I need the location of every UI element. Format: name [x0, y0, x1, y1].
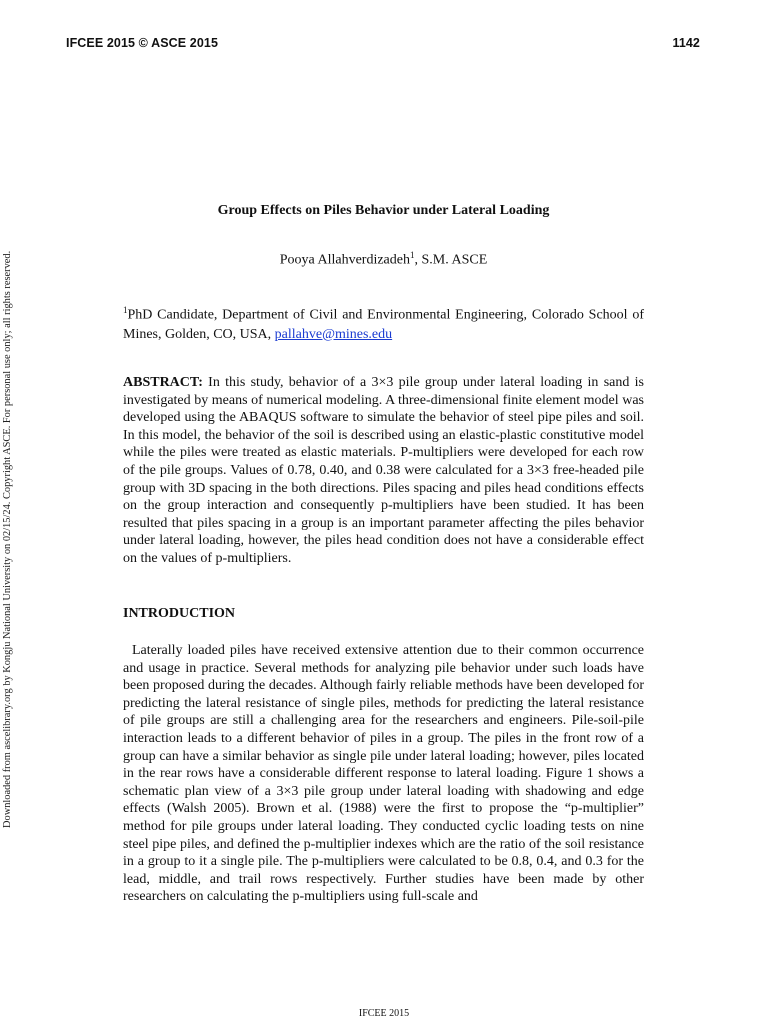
email-link[interactable]: pallahve@mines.edu — [274, 326, 393, 342]
abstract-text: In this study, behavior of a 3×3 pile group under lateral loading in sand is investigated by means of numerical modeling. A three-dimensional finite element model was developed using the ABAQUS software to simulate the behavior of steel pipe piles and soil. In this model, the behavior of the soil is described using an elastic-plastic constitutive model while the piles were treated as elastic materials. P-multipliers were developed for each row of the pile groups. Values of 0.78, 0.40, and 0.38 were calculated for a 3×3 free-headed pile group with 3D spacing in the both directions. Piles spacing and piles head conditions effects on the group interaction and consequently p-multipliers have been studied. It has been resulted that piles spacing in a group is an important parameter affecting the piles behavior under lateral loading, however, the piles head condition does not have a considerable effect on the values of p-multipliers. — [123, 375, 644, 566]
author-line — [123, 250, 644, 269]
page-footer: IFCEE 2015 — [358, 1008, 410, 1019]
journal-citation: IFCEE 2015 © ASCE 2015 — [66, 36, 218, 50]
author-suffix: , S.M. ASCE — [414, 252, 488, 268]
author-name: Pooya Allahverdizadeh — [279, 252, 410, 268]
abstract — [123, 374, 644, 568]
page-header — [66, 36, 700, 50]
section-heading-introduction: INTRODUCTION — [123, 606, 236, 621]
affiliation-superscript: 1 — [123, 305, 128, 315]
affiliation-text: PhD Candidate, Department of Civil and Environmental Engineering, Colorado School of Mines, Golden, CO, USA, — [123, 307, 644, 342]
affiliation — [123, 301, 644, 344]
paper-title: Group Effects on Piles Behavior under Lateral Loading — [217, 203, 550, 218]
page-number: 1142 — [672, 36, 700, 50]
introduction-paragraph: Laterally loaded piles have received extensive attention due to their common occurrence and usage in practice. Several methods for analyzing pile behavior under such loads have been proposed during the decades. Although fairly reliable methods have been developed for predicting the lateral resistance of single piles, methods for predicting the lateral resistance of pile groups are still a challenging area for the researchers and engineers. Pile-soil-pile interaction leads to a different behavior of piles in a group. The piles in the front row of a group can have a similar behavior as single pile under lateral loading; however, piles located in the rear rows have a considerable different response to lateral loading. Figure 1 shows a schematic plan view of a 3×3 pile group under lateral loading with shadowing and edge effects (Walsh 2005). Brown et al. (1988) were the first to propose the “p-multiplier” method for pile groups under lateral loading. They conducted cyclic loading tests on nine steel pipe piles, and defined the p-multiplier indexes which are the ratio of the soil resistance in a group to it a single pile. The p-multipliers were calculated to be 0.8, 0.4, and 0.3 for the lead, middle, and trail rows respectively. Further studies have been made by other researchers on calculating the p-multipliers using full-scale and — [123, 643, 644, 905]
author-superscript: 1 — [410, 250, 415, 260]
download-watermark: Downloaded from ascelibrary.org by Kongju National University on 02/15/24. Copyright ASCE. For personal use only; all rights reserved. — [2, 250, 13, 828]
abstract-label: ABSTRACT: — [123, 375, 203, 390]
